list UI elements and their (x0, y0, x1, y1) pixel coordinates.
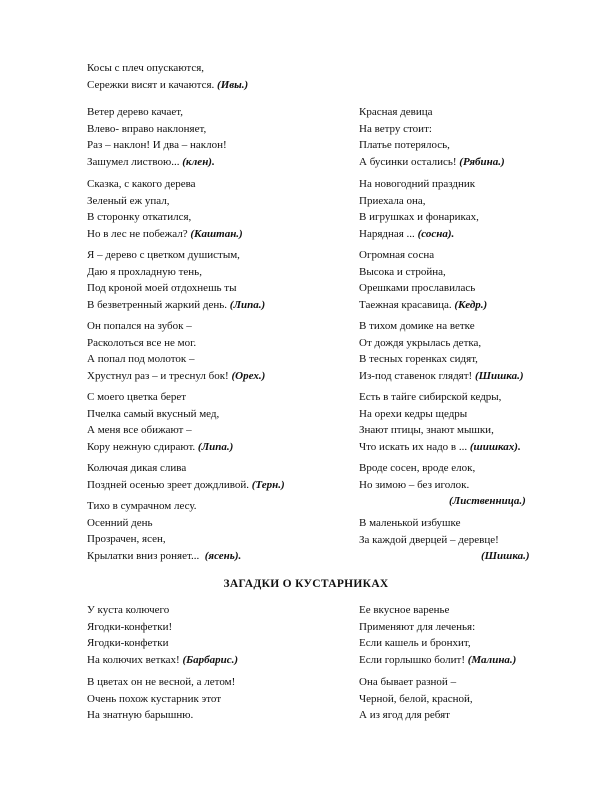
riddle-line: Орешками прославилась (359, 282, 476, 294)
riddle-line: Красная девица (359, 106, 433, 118)
riddle-answer: (Каштан.) (190, 227, 243, 240)
riddle-line: Приехала она, (359, 194, 426, 207)
riddle-pine (359, 176, 479, 242)
riddle-answer: (Липа.) (229, 298, 266, 311)
riddle-line: Хрустнул раз – и треснул бок! (Орех.) (87, 369, 266, 382)
riddle-line: У куста колючего (87, 604, 170, 616)
riddle-line: Прозрачен, ясен, (87, 533, 166, 545)
riddle-line: Ягодки-конфетки! (87, 620, 173, 633)
riddle-line: Что искать их надо в ... (шишках). (359, 440, 521, 453)
riddle-line: С моего цветка берет (87, 391, 187, 403)
riddle-line: На новогодний праздник (359, 178, 476, 190)
riddle-line: Даю я прохладную тень, (87, 265, 202, 278)
riddle-answer: (Шишка.) (481, 550, 530, 562)
riddle-line: Если кашель и бронхит, (359, 637, 471, 649)
riddle-line: В безветренный жаркий день. (Липа.) (87, 298, 266, 311)
riddle-line: Сказка, с какого дерева (87, 178, 196, 190)
riddle-line: Но зимою – без иголок. (359, 478, 470, 491)
riddle-chestnut (87, 176, 243, 242)
riddle-cedar (359, 247, 487, 313)
riddle-answer: (Рябина.) (459, 155, 505, 168)
riddle-line: Черной, белой, красной, (359, 692, 473, 705)
riddle-line: Применяют для леченья: (359, 620, 476, 633)
riddle-line: В тесных горенках сидят, (359, 353, 478, 365)
riddle-line: Ягодки-конфетки (87, 637, 169, 649)
riddle-answer: (Орех.) (231, 369, 266, 382)
riddle-line: Осенний день (87, 516, 153, 529)
riddle-answer: (Кедр.) (454, 298, 488, 311)
riddle-answer: (Шишка.) (474, 369, 524, 382)
riddle-line: Крылатки вниз роняет... (ясень). (87, 549, 242, 562)
riddle-maple (87, 104, 227, 170)
riddle-line: Колючая дикая слива (87, 462, 187, 474)
riddle-line: В маленькой избушке (359, 517, 461, 529)
riddle-line: Но в лес не побежал? (Каштан.) (87, 227, 243, 240)
riddle-line: А из ягод для ребят (359, 709, 450, 721)
riddle-answer: (Лиственница.) (449, 495, 526, 507)
riddle-answer: (ясень). (204, 549, 242, 562)
riddle-line: А попал под молоток – (87, 353, 195, 365)
riddle-line: Она бывает разной – (359, 676, 457, 688)
riddle-larch (359, 460, 526, 510)
riddle-line: В сторонку откатился, (87, 211, 192, 223)
riddle-line: Сережки висят и качаются. (Ивы.) (87, 78, 249, 91)
riddle-line: На ветру стоит: (359, 122, 432, 135)
riddle-answer: (Терн.) (251, 478, 285, 491)
riddle-line: Нарядная ... (сосна). (359, 227, 455, 240)
riddle-line: Он попался на зубок – (87, 320, 192, 332)
riddle-line: За каждой дверцей – деревце! (359, 533, 499, 546)
riddle-line: Знают птицы, знают мышки, (359, 424, 494, 436)
riddle-cone-2 (359, 515, 530, 565)
riddle-line: Влево- вправо наклоняет, (87, 122, 207, 135)
riddle-line: Высока и стройна, (359, 265, 446, 278)
riddle-line: Пчелка самый вкусный мед, (87, 407, 220, 420)
riddle-line: Огромная сосна (359, 249, 435, 261)
riddle-ash (87, 498, 241, 564)
riddle-answer: (клен). (182, 155, 215, 168)
riddle-line: А меня все обижают – (87, 424, 192, 436)
section-heading: ЗАГАДКИ О КУСТАРНИКАХ (223, 578, 389, 590)
riddle-line: На орехи кедры щедры (359, 407, 468, 420)
riddle-linden-2 (87, 389, 233, 455)
riddle-summer-shrub (87, 674, 235, 724)
riddle-line: Тихо в сумрачном лесу. (87, 500, 197, 512)
riddle-nut (87, 318, 265, 384)
riddle-line: Под кроной моей отдохнешь ты (87, 282, 237, 294)
riddle-willow (87, 60, 248, 93)
riddle-cones (359, 389, 521, 455)
riddle-line: Платье потерялось, (359, 139, 450, 151)
riddle-line: А бусинки остались! (Рябина.) (359, 155, 505, 168)
riddle-line: От дождя укрылась детка, (359, 336, 482, 349)
riddle-answer: (Малина.) (467, 653, 517, 666)
riddle-line: Есть в тайге сибирской кедры, (359, 391, 502, 403)
riddle-line: Ее вкусное варенье (359, 604, 450, 616)
riddle-line: Раз – наклон! И два – наклон! (87, 139, 227, 151)
riddle-answer: (Ивы.) (217, 78, 249, 91)
riddle-answer: (шишках). (469, 440, 521, 453)
riddle-line: Очень похож кустарник этот (87, 692, 222, 705)
riddle-answer: (Липа.) (197, 440, 234, 453)
riddle-line: Я – дерево с цветком душистым, (87, 249, 240, 261)
riddle-line: Из-под ставенок глядят! (Шишка.) (359, 369, 524, 382)
riddle-line: Косы с плеч опускаются, (87, 62, 205, 74)
riddle-rowan (359, 104, 505, 170)
riddle-line: Ветер дерево качает, (87, 106, 184, 118)
riddle-barberry (87, 602, 238, 668)
riddle-line: В игрушках и фонариках, (359, 211, 479, 223)
riddle-answer: (Барбарис.) (182, 653, 239, 666)
riddle-line: Зеленый еж упал, (87, 194, 170, 207)
riddle-answer: (сосна). (417, 227, 455, 240)
riddle-blackthorn (87, 460, 285, 493)
riddle-linden (87, 247, 265, 313)
riddle-line: Зашумел листвою... (клен). (87, 155, 215, 168)
riddle-line: Таежная красавица. (Кедр.) (359, 298, 488, 311)
riddle-raspberry (359, 602, 516, 668)
riddle-cone (359, 318, 524, 384)
riddle-line: Кору нежную сдирают. (Липа.) (87, 440, 234, 453)
riddle-line: В цветах он не весной, а летом! (87, 676, 236, 688)
riddle-line: Если горлышко болит! (Малина.) (359, 653, 517, 666)
riddle-line: Расколоться все не мог. (87, 336, 197, 349)
riddle-line: В тихом домике на ветке (359, 320, 475, 332)
riddle-currant (359, 674, 473, 724)
riddle-line: Вроде сосен, вроде елок, (359, 462, 476, 474)
riddle-line: На колючих ветках! (Барбарис.) (87, 653, 239, 666)
riddle-line: На знатную барышню. (87, 709, 194, 721)
riddle-line: Поздней осенью зреет дождливой. (Терн.) (87, 478, 285, 491)
